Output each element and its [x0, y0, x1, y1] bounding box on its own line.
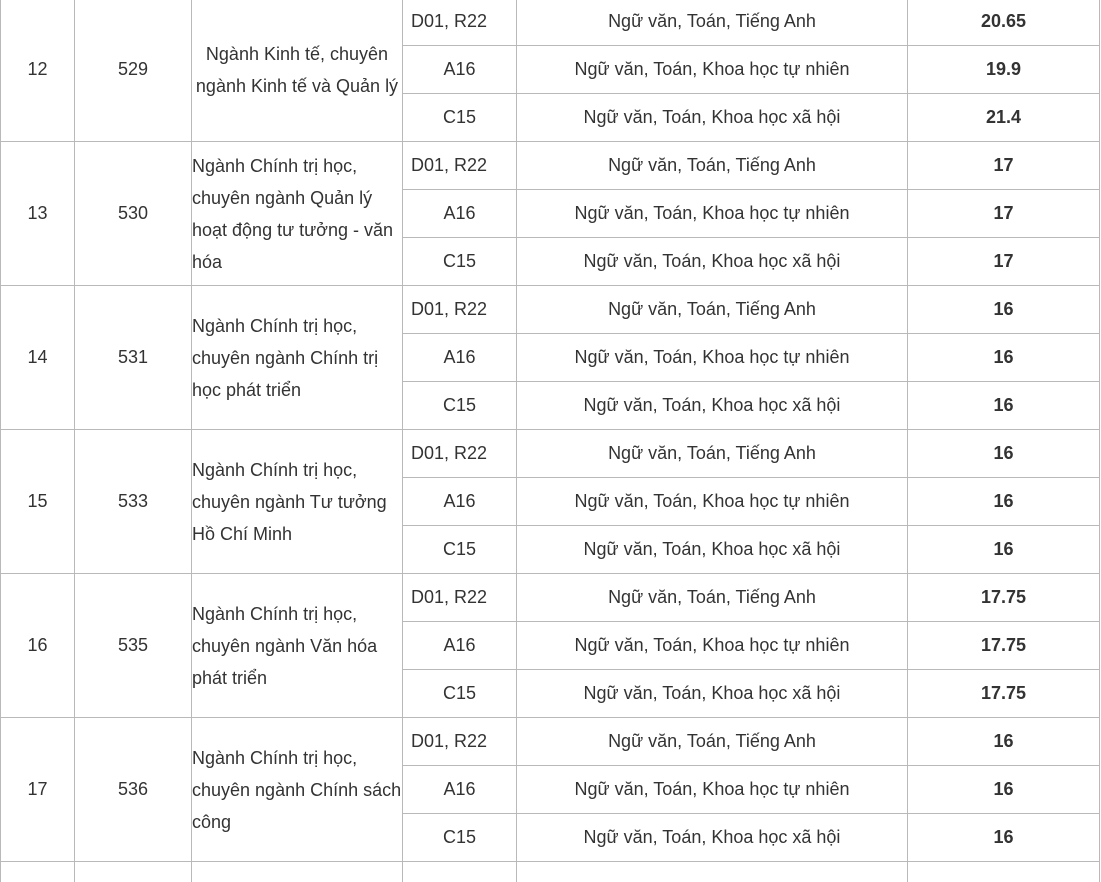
major-code-cell: 533: [75, 430, 192, 574]
subjects-cell: Ngữ văn, Toán, Tiếng Anh: [517, 0, 908, 46]
subjects-cell: Ngữ văn, Toán, Khoa học xã hội: [517, 238, 908, 286]
table-body: [1, 0, 1100, 882]
score-cell: 17.75: [908, 670, 1100, 718]
subjects-cell: Ngữ văn, Toán, Tiếng Anh: [517, 430, 908, 478]
major-code-cell: 531: [75, 286, 192, 430]
table-row: [1, 718, 1100, 766]
combo-code-cell: C15: [403, 382, 517, 430]
combo-code-cell: D01, R22: [403, 718, 517, 766]
table-row: [1, 142, 1100, 190]
score-cell: 17: [908, 238, 1100, 286]
row-number-cell: 16: [1, 574, 75, 718]
score-cell: 16: [908, 526, 1100, 574]
score-cell: 16: [908, 814, 1100, 862]
score-cell: 17.75: [908, 622, 1100, 670]
major-name-text: Ngành Kinh tế, chuyên ngành Kinh tế và Quản lý: [195, 43, 399, 96]
subjects-cell: Ngữ văn, Toán, Khoa học tự nhiên: [517, 46, 908, 94]
subjects-cell: Ngữ văn, Toán, Khoa học tự nhiên: [517, 478, 908, 526]
major-name-text: Ngành Chính trị học, chuyên ngành Chính sách công: [192, 747, 402, 832]
combo-code-cell: A16: [403, 766, 517, 814]
subjects-cell: Ngữ văn, Toán, Khoa học xã hội: [517, 382, 908, 430]
major-code-cell: 535: [75, 574, 192, 718]
combo-code-cell: A16: [403, 334, 517, 382]
subjects-cell: Ngữ văn, Toán, Khoa học xã hội: [517, 814, 908, 862]
combo-code-cell: D01, R22: [403, 574, 517, 622]
row-number-cell: 13: [1, 142, 75, 286]
major-name-cell: [192, 430, 403, 574]
score-cell: 16: [908, 334, 1100, 382]
combo-code-cell: A16: [403, 190, 517, 238]
empty-cell: [517, 862, 908, 882]
subjects-cell: Ngữ văn, Toán, Khoa học xã hội: [517, 526, 908, 574]
major-name-text: Ngành Chính trị học, chuyên ngành Văn hóa phát triển: [192, 603, 378, 688]
combo-code-cell: C15: [403, 526, 517, 574]
combo-code-cell: A16: [403, 46, 517, 94]
score-cell: 16: [908, 430, 1100, 478]
row-number-cell: 12: [1, 0, 75, 142]
subjects-cell: Ngữ văn, Toán, Tiếng Anh: [517, 574, 908, 622]
score-cell: 16: [908, 382, 1100, 430]
row-number-cell: 15: [1, 430, 75, 574]
combo-code-cell: D01, R22: [403, 0, 517, 46]
score-cell: 16: [908, 718, 1100, 766]
major-name-cell: [192, 718, 403, 862]
combo-code-cell: C15: [403, 238, 517, 286]
score-cell: 17: [908, 142, 1100, 190]
score-cell: 16: [908, 766, 1100, 814]
subjects-cell: Ngữ văn, Toán, Khoa học xã hội: [517, 94, 908, 142]
score-cell: 21.4: [908, 94, 1100, 142]
row-number-cell: 17: [1, 718, 75, 862]
empty-cell: [192, 862, 403, 882]
major-name-cell: [192, 574, 403, 718]
subjects-cell: Ngữ văn, Toán, Tiếng Anh: [517, 718, 908, 766]
subjects-cell: Ngữ văn, Toán, Tiếng Anh: [517, 286, 908, 334]
empty-cell: [1, 862, 75, 882]
subjects-cell: Ngữ văn, Toán, Khoa học tự nhiên: [517, 622, 908, 670]
combo-code-cell: D01, R22: [403, 430, 517, 478]
subjects-cell: Ngữ văn, Toán, Khoa học xã hội: [517, 670, 908, 718]
subjects-cell: Ngữ văn, Toán, Khoa học tự nhiên: [517, 334, 908, 382]
score-cell: 20.65: [908, 0, 1100, 46]
combo-code-cell: A16: [403, 622, 517, 670]
score-cell: 16: [908, 478, 1100, 526]
subjects-cell: Ngữ văn, Toán, Tiếng Anh: [517, 142, 908, 190]
major-name-text: Ngành Chính trị học, chuyên ngành Chính trị học phát triển: [192, 315, 379, 400]
major-code-cell: 530: [75, 142, 192, 286]
major-name-cell: [192, 286, 403, 430]
combo-code-cell: C15: [403, 94, 517, 142]
score-cell: 17.75: [908, 574, 1100, 622]
major-name-cell: [192, 142, 403, 286]
combo-code-cell: D01, R22: [403, 142, 517, 190]
table-row: [1, 286, 1100, 334]
major-name-text: Ngành Chính trị học, chuyên ngành Tư tưởng Hồ Chí Minh: [192, 459, 387, 544]
major-name-text: Ngành Chính trị học, chuyên ngành Quản lý hoạt động tư tưởng - văn hóa: [192, 155, 394, 272]
major-code-cell: 536: [75, 718, 192, 862]
combo-code-cell: C15: [403, 814, 517, 862]
empty-cell: [908, 862, 1100, 882]
empty-cell: [403, 862, 517, 882]
subjects-cell: Ngữ văn, Toán, Khoa học tự nhiên: [517, 766, 908, 814]
table-row: [1, 430, 1100, 478]
row-number-cell: 14: [1, 286, 75, 430]
empty-cell: [75, 862, 192, 882]
combo-code-cell: A16: [403, 478, 517, 526]
combo-code-cell: C15: [403, 670, 517, 718]
score-cell: 19.9: [908, 46, 1100, 94]
major-code-cell: 529: [75, 0, 192, 142]
combo-code-cell: D01, R22: [403, 286, 517, 334]
subjects-cell: Ngữ văn, Toán, Khoa học tự nhiên: [517, 190, 908, 238]
major-name-cell: [192, 0, 403, 142]
table-row: [1, 0, 1100, 46]
table-row-partial: [1, 862, 1100, 882]
table-row: [1, 574, 1100, 622]
score-cell: 17: [908, 190, 1100, 238]
score-cell: 16: [908, 286, 1100, 334]
